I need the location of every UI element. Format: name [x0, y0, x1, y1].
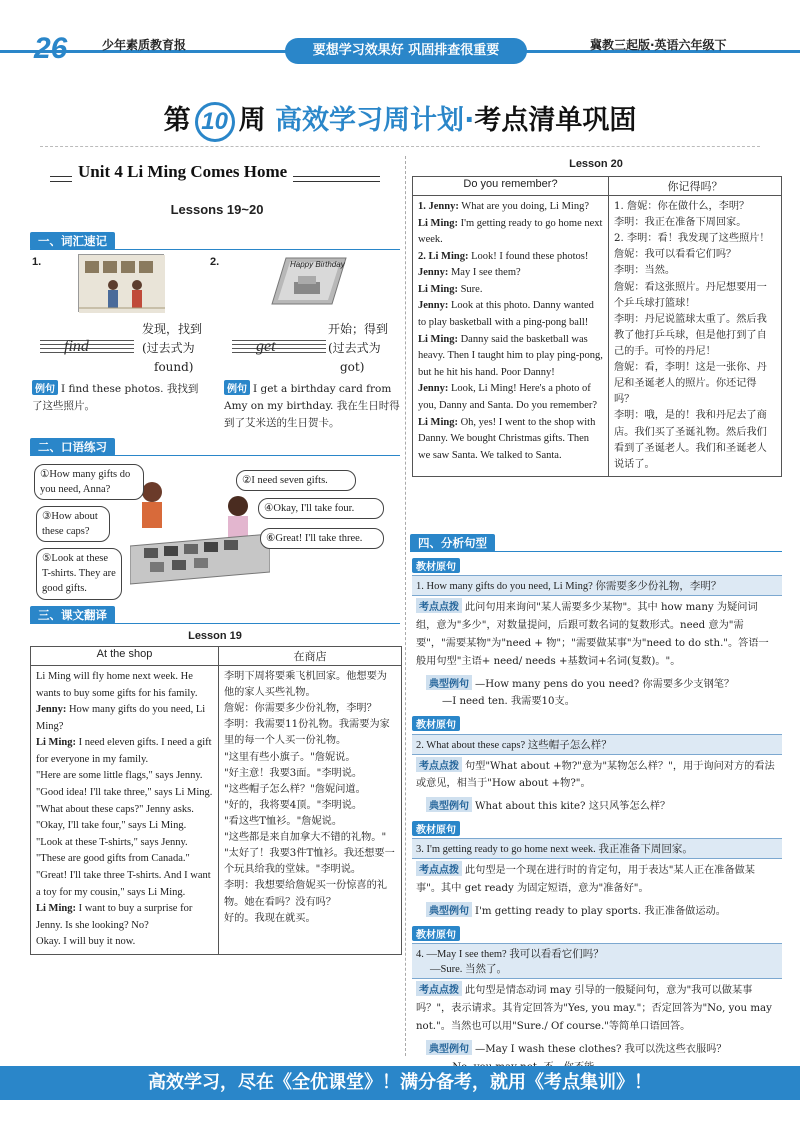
vocab-1-number: 1. [32, 256, 42, 268]
lesson19-zh-line: 李明：我需要11份礼物。我需要为家里的每一个人买一份礼物。 [224, 719, 390, 747]
lesson20-en-line: Li Ming: Sure. [418, 283, 483, 295]
section-oral-header [30, 438, 400, 456]
vocab-2-write-lines [232, 340, 326, 358]
title-prefix: 第 [163, 105, 191, 136]
lesson19-en-line: Li Ming: I need eleven gifts. I need a gift for everyone in my family. [36, 737, 212, 765]
vocab-1-example: 例句 I find these photos. 我找到了这些照片。 [32, 380, 202, 415]
lesson19-en-line: "Here are some little flags," says Jenny. [36, 770, 203, 782]
title-suffix: 周 [238, 105, 266, 136]
analysis-item [412, 716, 782, 818]
lesson20-en-line: 1. Jenny: What are you doing, Li Ming? [418, 201, 589, 212]
lesson19-en-line: "Good idea! I'll take three," says Li Ming. [36, 787, 213, 799]
lesson19-table [30, 646, 402, 955]
source-sentence-answer: —Sure. 当然了。 [430, 964, 507, 976]
source-sentence-tag: 教材原句 [412, 716, 460, 731]
vocab-1-meaning: 发现，找到 (过去式为 found) [142, 322, 203, 375]
typical-example: 典型例句 What about this kite? 这只风筝怎么样？ [412, 795, 782, 818]
right-column [410, 156, 782, 1061]
lesson19-en-line: Okay. I will buy it now. [36, 936, 136, 948]
typical-example: 典型例句 —May I wash these clothes? 我可以洗这些衣服吗？ [412, 1038, 782, 1079]
speech-bubble-1: ①How many gifts do you need, Anna? [34, 464, 144, 500]
source-sentence: 1. How many gifts do you need, Li Ming? 你需要多少份礼物，李明？ [412, 575, 782, 596]
lesson20-zh-line: 2. 李明：看！我发现了这些照片！ [614, 233, 770, 245]
unit-banner [50, 162, 380, 192]
vocab-1-word: find [64, 338, 89, 355]
lesson20-col-zh: 你记得吗？ [609, 177, 782, 196]
lesson20-zh-line: 詹妮：我可以看看它们吗？ [614, 249, 737, 261]
lesson19-zh-line: "好的，我将要4顶。"李明说。 [224, 799, 363, 811]
lesson20-zh-line: 李明：当然。 [614, 265, 676, 277]
lesson19-en-line: Li Ming: I want to buy a surprise for Jenny. Is she looking? No? [36, 903, 193, 931]
week-number-badge: 10 [195, 102, 235, 142]
people-with-photos-illustration [79, 255, 165, 313]
lessons-range: Lessons 19~20 [170, 202, 264, 217]
lesson20-en-line: Jenny: Look at this photo. Danny wanted to play basketball with a ping-pong ball! [418, 300, 594, 329]
unit-title: Unit 4 Li Ming Comes Home [72, 162, 293, 182]
source-sentence: 4. —May I see them? 我可以看看它们吗？ —Sure. 当然了。 [412, 943, 782, 979]
lesson19-en-line: "What about these caps?" Jenny asks. [36, 803, 194, 815]
lesson19-zh-line: "这些都是来自加拿大不错的礼物。" [224, 832, 387, 844]
newspaper-name: 少年素质教育报 [102, 38, 187, 52]
lesson20-en-line: Li Ming: Oh, yes! I went to the shop with Danny. We bought Christmas gifts. Then we saw Santa. We talked to Santa. [418, 416, 596, 461]
vocab-2-meaning: 开始；得到 (过去式为 got) [328, 322, 389, 375]
speech-bubble-5: ⑤Look at these T-shirts. They are good gifts. [36, 548, 122, 600]
lesson19-col-en: At the shop [31, 647, 219, 666]
title-divider [40, 146, 760, 147]
analysis-item [412, 821, 782, 923]
vocab-2-example: 例句 I get a birthday card from Amy on my birthday. 我在生日时得到了艾米送的生日贺卡。 [224, 380, 404, 431]
shop-scene-illustration [130, 476, 270, 594]
section-oral-title: 二、口语练习 [30, 438, 115, 456]
section-vocab-header [30, 232, 400, 250]
lesson19-header-row [31, 647, 402, 666]
title-sub: 考点清单巩固 [474, 105, 637, 136]
source-sentence-tag: 教材原句 [412, 558, 460, 573]
section-translate-header [30, 606, 400, 624]
lesson19-zh-line: 李明下周将要乘飞机回家。他想要为他的家人买些礼物。 [224, 671, 387, 699]
lesson19-en-line: "These are good gifts from Canada." [36, 853, 190, 865]
lesson20-col-en: Do you remember? [413, 177, 609, 196]
lesson20-english-cell [413, 196, 609, 477]
speech-bubble-6: ⑥Great! I'll take three. [260, 528, 384, 549]
section-analysis-header [410, 534, 782, 552]
lesson20-body-row [413, 196, 782, 477]
title-main: 高效学习周计划 [275, 105, 465, 136]
section-analysis-title: 四、分析句型 [410, 534, 495, 552]
point-explanation: 考点点拨 句型"What about +物?"意为"某物怎么样？"，用于询问对方的看法或意见，相当于"How about +物?"。 [412, 755, 782, 796]
lesson19-zh-line: "太好了！我要3件T恤衫。我还想要一个玩具给我的堂妹。"李明说。 [224, 848, 395, 876]
lesson19-zh-line: 詹妮：你需要多少份礼物，李明？ [224, 703, 377, 715]
vocab-1-write-lines [40, 340, 134, 358]
lesson19-zh-line: "看这些T恤衫。"詹妮说。 [224, 815, 343, 827]
lesson20-caption: Lesson 20 [569, 158, 623, 170]
speech-bubble-2: ②I need seven gifts. [236, 470, 356, 491]
page-title [0, 98, 800, 142]
title-dot: · [464, 105, 475, 136]
typical-example: 典型例句 —How many pens do you need? 你需要多少支钢笔？ —I need ten. 我需要10支。 [412, 673, 782, 714]
analysis-item [412, 558, 782, 713]
section-vocab-title: 一、词汇速记 [30, 232, 115, 250]
lesson20-zh-line: 詹妮：看，李明！这是一张你、丹尼和圣诞老人的照片。你还记得吗？ [614, 362, 767, 406]
lesson19-en-line: "Okay, I'll take four," says Li Ming. [36, 820, 187, 832]
lesson19-zh-line: "这些帽子怎么样？"詹妮问道。 [224, 783, 366, 795]
column-divider [405, 156, 406, 1056]
lesson19-body-row [31, 666, 402, 955]
lesson20-header-row [413, 177, 782, 196]
page-number: 26 [34, 32, 68, 65]
lesson19-zh-line: 好的。我现在就买。 [224, 912, 316, 924]
speech-bubble-3: ③How about these caps? [36, 506, 110, 542]
lesson20-table [412, 176, 782, 477]
birthday-card-picture [266, 252, 352, 310]
lesson19-en-line: "Look at these T-shirts," says Jenny. [36, 836, 188, 848]
lesson19-en-line: Li Ming will fly home next week. He wants to buy some gifts for his family. [36, 671, 198, 699]
footer-banner: 高效学习，尽在《全优课堂》！满分备考，就用《考点集训》！ [0, 1066, 800, 1100]
lesson20-en-line: Jenny: Look, Li Ming! Here's a photo of you, Danny and Santa. Do you remember? [418, 383, 598, 411]
lesson19-zh-line: "好主意！我要3面。"李明说。 [224, 767, 363, 779]
shop-counter-illustration [130, 476, 270, 594]
lesson19-english-cell [31, 666, 219, 955]
edition-label: 冀教三起版·英语六年级下 [590, 38, 727, 52]
vocab-2-number: 2. [210, 256, 220, 268]
lesson19-chinese-cell [219, 666, 402, 955]
source-sentence: 2. What about these caps? 这些帽子怎么样？ [412, 734, 782, 755]
speech-bubble-4: ④Okay, I'll take four. [258, 498, 384, 519]
lesson20-en-line: 2. Li Ming: Look! I found these photos! [418, 250, 589, 262]
analysis-list [412, 558, 782, 1081]
lesson19-zh-line: 李明：我想要给詹妮买一份惊喜的礼物。她在看吗？没有吗？ [224, 880, 387, 908]
point-explanation: 考点点拨 此句型是情态动词 may 引导的一般疑问句，意为"我可以做某事吗？"，表示请求。其肯定回答为"Yes, you may."；否定回答为"No, you may not."。当然也可以用"Sure./ Of course."等简单口语回答。 [412, 979, 782, 1038]
lesson20-zh-line: 李明：我正在准备下周回家。 [614, 217, 747, 229]
point-explanation: 考点点拨 此问句用来询问"某人需要多少某物"。其中 how many 为疑问词组，意为"多少"，对数量提问，后跟可数名词的复数形式。need 意为"需要"，"需要某物"为"need + 物"；"需要做某事"为"need to do sth."。答语一般用句型"主语+ need/ needs +基数词+名词(复数)。"。 [412, 596, 782, 672]
lesson20-zh-line: 李明：哦，是的！我和丹尼去了商店。我们买了圣诞礼物。然后我们看到了圣诞老人。我们和圣诞老人说话了。 [614, 410, 767, 470]
vocab-2-word: get [256, 338, 276, 355]
header-slogan: 要想学习效果好 巩固排查很重要 [285, 38, 527, 64]
lesson20-zh-line: 詹妮：看这张照片。丹尼想要用一个乒乓球打篮球！ [614, 281, 767, 309]
left-column [30, 156, 404, 1061]
lesson20-zh-line: 李明：丹尼说篮球太重了。然后我教了他打乒乓球，但是他打到了自己的手。可怜的丹尼！ [614, 313, 767, 357]
lesson20-en-line: Li Ming: Danny said the basketball was heavy. Then I taught him to play ping-pong, but he hit his hand. Poor Danny! [418, 333, 603, 378]
lesson19-en-line: "Great! I'll take three T-shirts. And I want a toy for my cousin," says Li Ming. [36, 869, 211, 898]
lesson19-en-line: Jenny: How many gifts do you need, Li Ming? [36, 704, 206, 732]
lesson19-caption: Lesson 19 [188, 630, 242, 642]
source-sentence: 3. I'm getting ready to go home next week. 我正准备下周回家。 [412, 838, 782, 859]
lesson20-zh-line: 1. 詹妮：你在做什么，李明？ [614, 201, 750, 212]
page-header [0, 32, 800, 70]
photos-picture [78, 254, 164, 312]
lesson19-zh-line: "这里有些小旗子。"詹妮说。 [224, 751, 356, 763]
lesson19-col-zh: 在商店 [219, 647, 402, 666]
source-sentence-tag: 教材原句 [412, 926, 460, 941]
lesson20-chinese-cell [609, 196, 782, 477]
lesson20-en-line: Li Ming: I'm getting ready to go home next week. [418, 217, 603, 246]
birthday-card-text: Happy Birthday [290, 260, 345, 269]
lesson20-en-line: Jenny: May I see them? [418, 267, 521, 279]
typical-example: 典型例句 I'm getting ready to play sports. 我正准备做运动。 [412, 900, 782, 923]
source-sentence-tag: 教材原句 [412, 821, 460, 836]
section-translate-title: 三、课文翻译 [30, 606, 115, 624]
point-explanation: 考点点拨 此句型是一个现在进行时的肯定句，用于表达"某人正在准备做某事"。其中 get ready 为固定短语，意为"准备好"。 [412, 859, 782, 900]
analysis-item [412, 926, 782, 1078]
